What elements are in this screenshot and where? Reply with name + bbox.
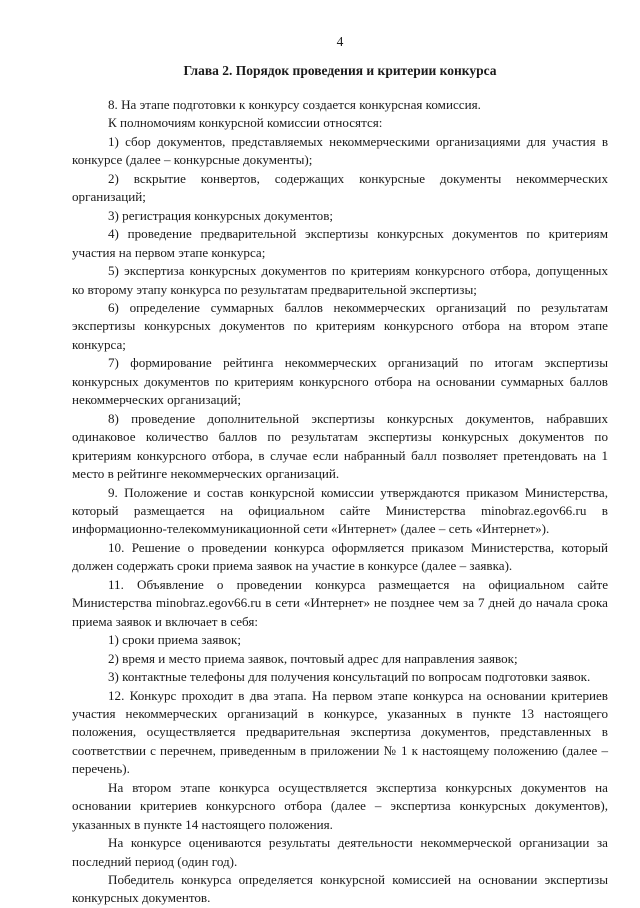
list-item: 4) проведение предварительной экспертизы конкурсных документов по критериям участия на первом этапе конкурса; <box>72 226 608 260</box>
chapter-title: Глава 2. Порядок проведения и критерии конкурса <box>183 63 497 78</box>
paragraph: 8. На этапе подготовки к конкурсу создается конкурсная комиссия. <box>108 97 481 112</box>
paragraph: 9. Положение и состав конкурсной комиссии утверждаются приказом Министерства, который размещается на официальном сайте Министерства minobraz.egov66.ru в информационно-телекоммуникационной сети «Интернет» (далее – сеть «Интернет»). <box>72 484 608 537</box>
list-item: 6) определение суммарных баллов некоммерческих организаций по результатам экспертизы конкурсных документов по критериям конкурсного отбора на втором этапе конкурса; <box>72 299 608 352</box>
list-item: 1) сбор документов, представляемых некоммерческими организациями для участия в конкурсе (далее – конкурсные документы); <box>72 133 608 168</box>
list-item: 3) контактные телефоны для получения консультаций по вопросам подготовки заявок. <box>108 669 591 685</box>
paragraph: 12. Конкурс проходит в два этапа. На первом этапе конкурса на основании критериев участия некоммерческих организаций в конкурсе, указанных в пункте 13 настоящего положения, осуществляется предварительная экспертиза документов, представленных в соответствии с перечнем, приведенным в приложении № 1 к настоящему положению (далее – перечень). <box>72 687 608 777</box>
list-item: 2) время и место приема заявок, почтовый адрес для направления заявок; <box>108 650 518 666</box>
paragraph: На конкурсе оцениваются результаты деятельности некоммерческой организации за последний период (один год). <box>72 835 608 869</box>
paragraph: На втором этапе конкурса осуществляется экспертиза конкурсных документов на основании критериев конкурсного отбора (далее – экспертиза конкурсных документов), указанных в пункте 14 настоящего положения. <box>72 779 608 832</box>
page-number: 4 <box>336 34 344 49</box>
body-text <box>72 96 608 908</box>
list-item: 5) экспертиза конкурсных документов по критериям конкурсного отбора, допущенных ко второму этапу конкурса по результатам предварительной экспертизы; <box>72 263 608 297</box>
list-item: 7) формирование рейтинга некоммерческих организаций по итогам экспертизы конкурсных документов по критериям конкурсного отбора на основании суммарных баллов некоммерческих организаций; <box>72 355 608 408</box>
paragraph: 11. Объявление о проведении конкурса размещается на официальном сайте Министерства minobraz.egov66.ru в сети «Интернет» не позднее чем за 7 дней до начала срока приема заявок и включает в себя: <box>72 576 608 629</box>
paragraph: К полномочиям конкурсной комиссии относятся: <box>108 115 383 131</box>
list-item: 2) вскрытие конвертов, содержащих конкурсные документы некоммерческих организаций; <box>72 170 608 205</box>
list-item: 1) сроки приема заявок; <box>108 632 242 648</box>
list-item: 8) проведение дополнительной экспертизы конкурсных документов, набравших одинаковое количество баллов по результатам экспертизы конкурсных документов по критериям конкурсного отбора, в случае если набранный балл позволяет претендовать на 1 место в рейтинге некоммерческих организаций. <box>72 410 608 482</box>
paragraph: 10. Решение о проведении конкурса оформляется приказом Министерства, который должен содержать сроки приема заявок на участие в конкурсе (далее – заявка). <box>72 539 608 574</box>
list-item: 3) регистрация конкурсных документов; <box>108 207 334 223</box>
paragraph: Победитель конкурса определяется конкурсной комиссией на основании экспертизы конкурсных документов. <box>72 872 608 906</box>
